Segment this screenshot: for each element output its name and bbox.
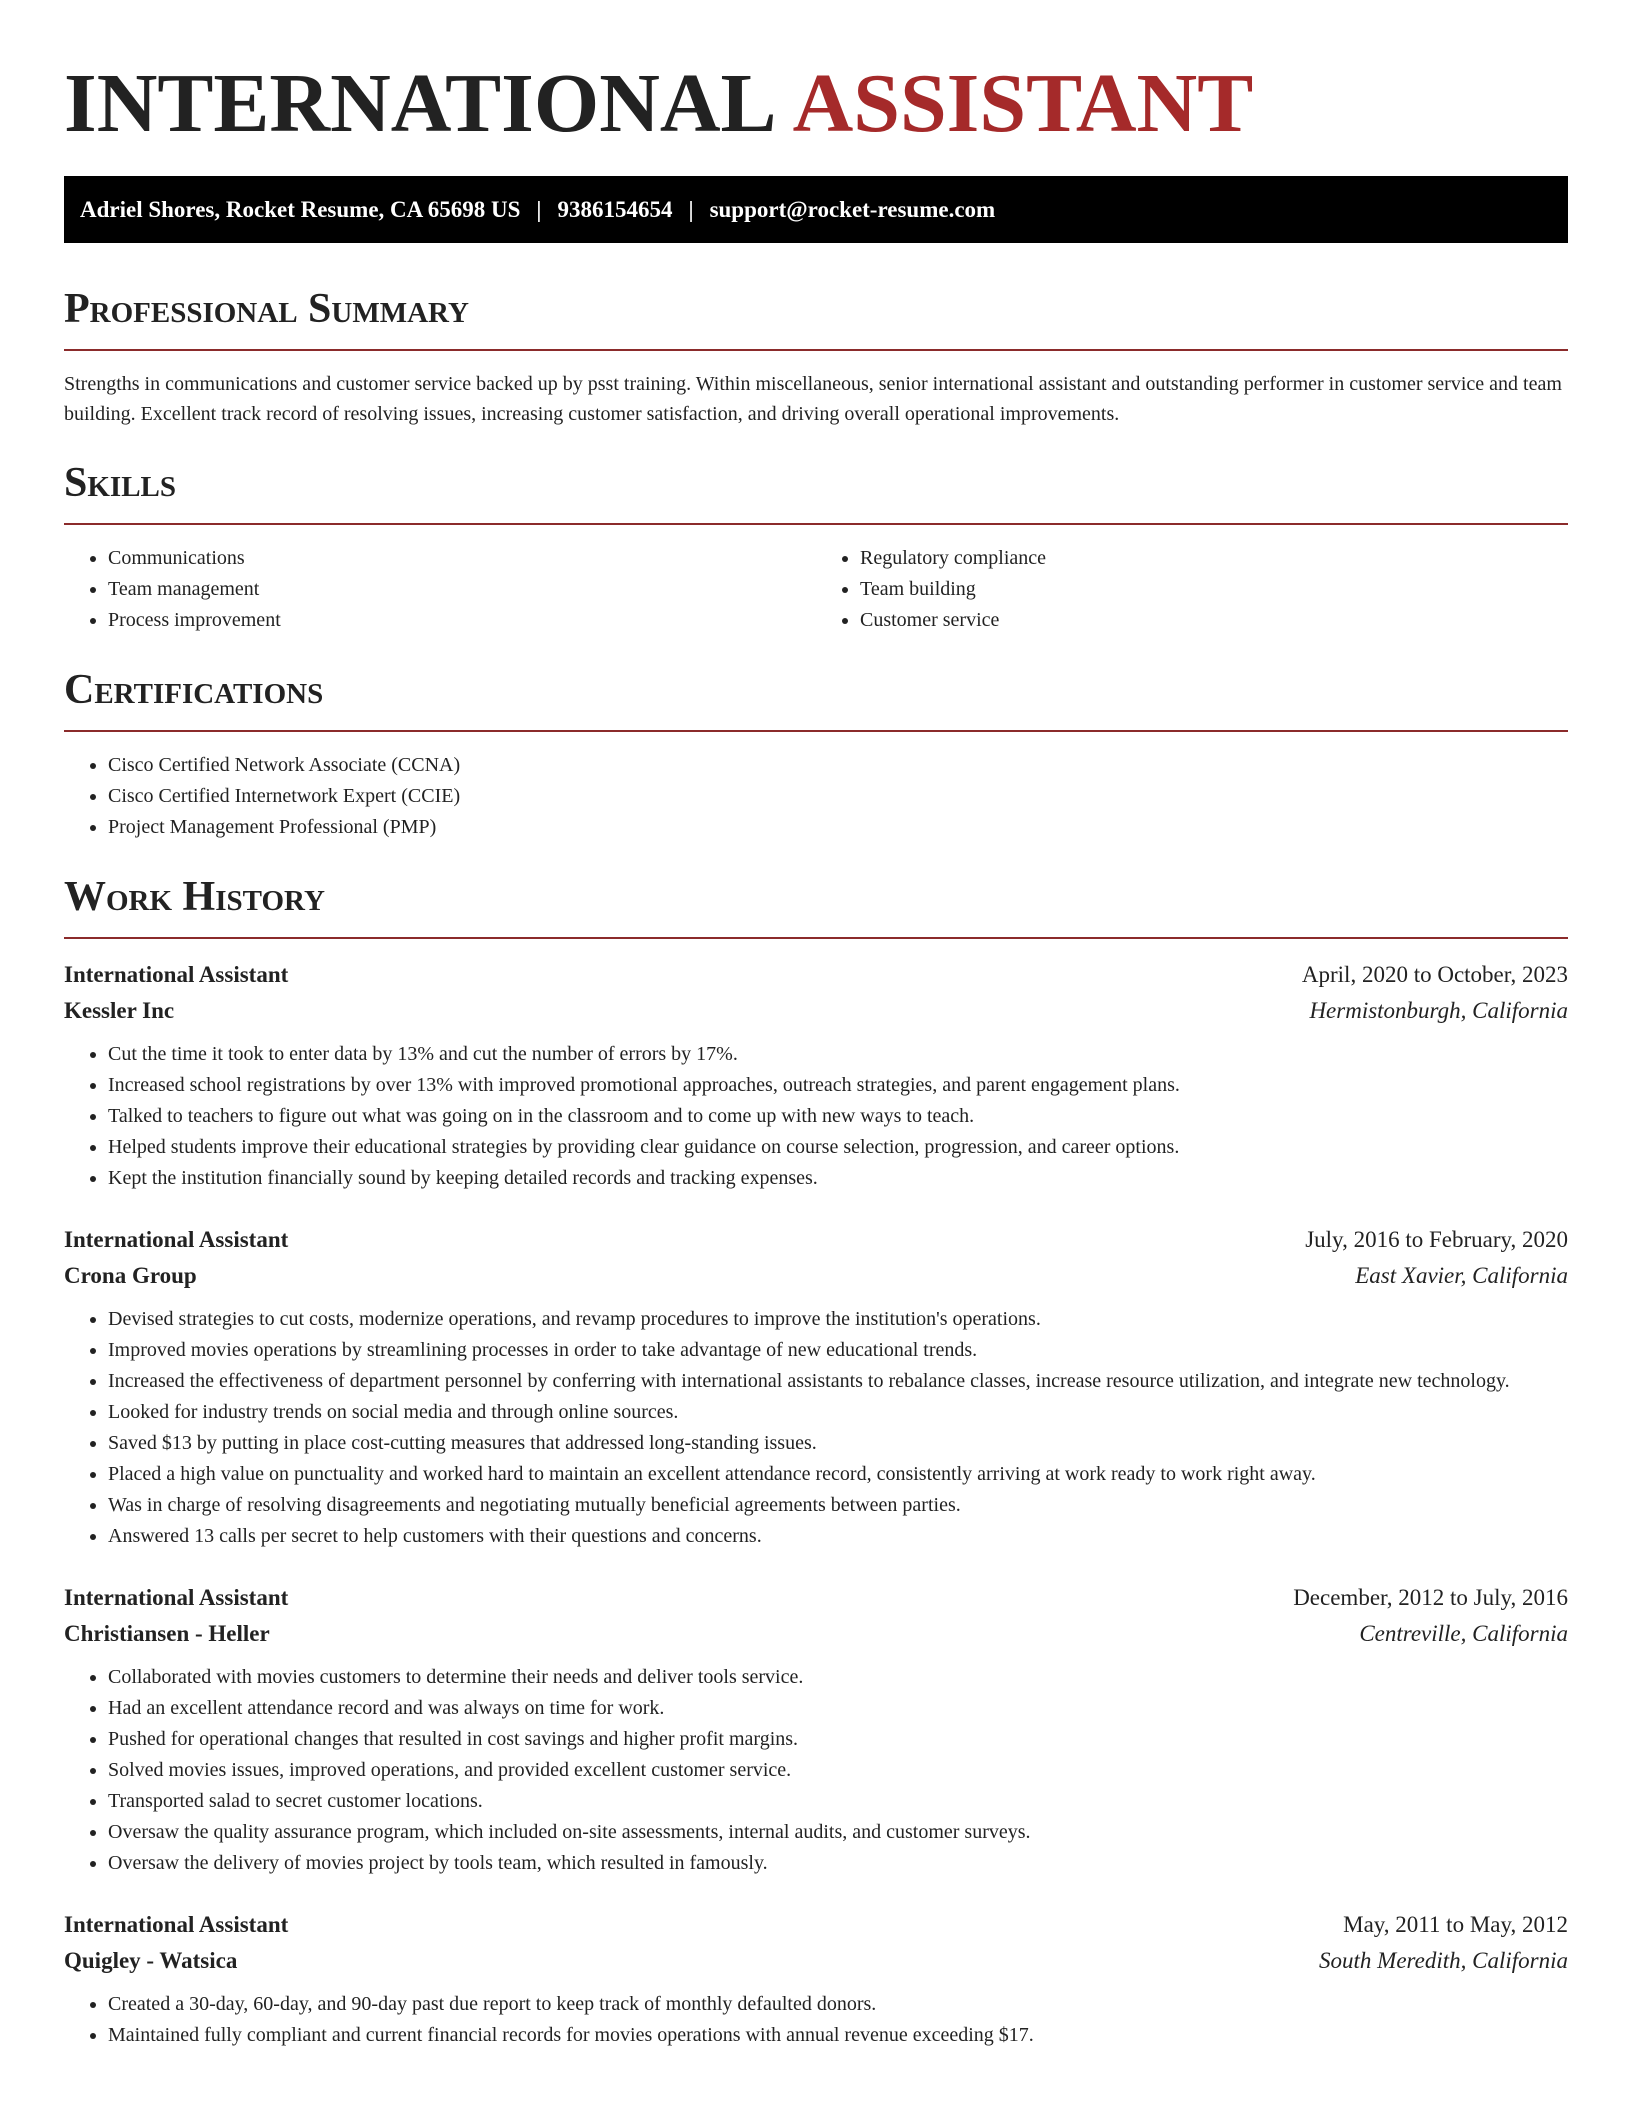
job-title: International Assistant: [64, 1585, 289, 1610]
job-company-row: [64, 1943, 1568, 1979]
skill-item: • Team management: [108, 574, 816, 605]
resume-name: [64, 56, 1568, 152]
job-bullet: • Collaborated with movies customers to determine their needs and deliver tools service.: [108, 1662, 1568, 1693]
job-bullet: • Talked to teachers to figure out what was going on in the classroom and to come up with new ways to teach.: [108, 1101, 1568, 1132]
job-bullet: • Kept the institution financially sound by keeping detailed records and tracking expenses.: [108, 1163, 1568, 1194]
contact-email: support@rocket-resume.com: [709, 196, 996, 222]
contact-address: Adriel Shores, Rocket Resume, CA 65698 US: [80, 196, 521, 222]
job-location: East Xavier, California: [1355, 1263, 1568, 1288]
work-history-section: [64, 873, 1568, 2051]
job-bullet: • Placed a high value on punctuality and worked hard to maintain an excellent attendance record, consistently arriving at work ready to work right away.: [108, 1459, 1568, 1490]
job-dates: December, 2012 to July, 2016: [1293, 1585, 1568, 1610]
job-bullets: [64, 1304, 1568, 1552]
job-bullets: [64, 1989, 1568, 2051]
job-bullet: • Solved movies issues, improved operations, and provided excellent customer service.: [108, 1755, 1568, 1786]
certifications-list: [64, 750, 1568, 843]
certification-item: • Project Management Professional (PMP): [108, 812, 1568, 843]
job-header-row: [64, 1580, 1568, 1616]
job-bullet: • Had an excellent attendance record and was always on time for work.: [108, 1693, 1568, 1724]
summary-section: [64, 285, 1568, 429]
skill-item: • Process improvement: [108, 605, 816, 636]
section-divider: [64, 523, 1568, 525]
job-company: Quigley - Watsica: [64, 1948, 238, 1973]
job-dates: July, 2016 to February, 2020: [1305, 1227, 1568, 1252]
job-title: International Assistant: [64, 1227, 289, 1252]
job-bullet: • Improved movies operations by streamlining processes in order to take advantage of new educational trends.: [108, 1335, 1568, 1366]
job-dates: April, 2020 to October, 2023: [1301, 962, 1568, 987]
job-bullet: • Pushed for operational changes that resulted in cost savings and higher profit margins.: [108, 1724, 1568, 1755]
job-bullets: [64, 1662, 1568, 1879]
job-bullet: • Answered 13 calls per secret to help customers with their questions and concerns.: [108, 1521, 1568, 1552]
job-header-row: [64, 1222, 1568, 1258]
certifications-section: [64, 666, 1568, 843]
job-bullet: • Oversaw the delivery of movies project by tools team, which resulted in famously.: [108, 1848, 1568, 1879]
job-entry: [64, 957, 1568, 1194]
job-company-row: [64, 1616, 1568, 1652]
certification-item: • Cisco Certified Network Associate (CCNA): [108, 750, 1568, 781]
job-bullet: • Cut the time it took to enter data by 13% and cut the number of errors by 17%.: [108, 1039, 1568, 1070]
section-divider: [64, 349, 1568, 351]
skills-section: [64, 459, 1568, 636]
skills-list-left: [64, 543, 816, 636]
job-bullet: • Oversaw the quality assurance program, which included on-site assessments, internal audits, and customer surveys.: [108, 1817, 1568, 1848]
certification-item: • Cisco Certified Internetwork Expert (CCIE): [108, 781, 1568, 812]
skills-title: Skills: [64, 460, 177, 506]
name-first: INTERNATIONAL: [64, 57, 777, 150]
job-bullet: • Saved $13 by putting in place cost-cutting measures that addressed long-standing issues.: [108, 1428, 1568, 1459]
section-divider: [64, 730, 1568, 732]
resume-page: [64, 0, 1568, 2051]
summary-text: Strengths in communications and customer service backed up by psst training. Within miscellaneous, senior international assistant and outstanding performer in customer service and team building. Excellent track record of resolving issues, increasing customer satisfaction, and driving overall operational improvements.: [64, 373, 1562, 425]
contact-bar: [64, 176, 1568, 243]
job-company: Christiansen - Heller: [64, 1621, 270, 1646]
skill-item: • Customer service: [860, 605, 1568, 636]
job-entry: [64, 1580, 1568, 1879]
job-location: Centreville, California: [1359, 1621, 1568, 1646]
job-bullet: • Increased school registrations by over 13% with improved promotional approaches, outreach strategies, and parent engagement plans.: [108, 1070, 1568, 1101]
job-title: International Assistant: [64, 962, 289, 987]
job-bullets: [64, 1039, 1568, 1194]
contact-separator: |: [688, 196, 694, 222]
certifications-title: Certifications: [64, 667, 324, 713]
job-bullet: • Increased the effectiveness of department personnel by conferring with international assistants to rebalance classes, increase resource utilization, and integrate new technology.: [108, 1366, 1568, 1397]
job-company-row: [64, 993, 1568, 1029]
job-header-row: [64, 957, 1568, 993]
job-location: Hermistonburgh, California: [1309, 998, 1568, 1023]
contact-phone: 9386154654: [557, 196, 673, 222]
job-company-row: [64, 1258, 1568, 1294]
job-location: South Meredith, California: [1319, 1948, 1568, 1973]
job-dates: May, 2011 to May, 2012: [1343, 1912, 1568, 1937]
job-entry: [64, 1907, 1568, 2051]
job-bullet: • Looked for industry trends on social media and through online sources.: [108, 1397, 1568, 1428]
job-company: Kessler Inc: [64, 998, 175, 1023]
work-history-title: Work History: [64, 874, 325, 920]
section-divider: [64, 937, 1568, 939]
job-bullet: • Maintained fully compliant and current financial records for movies operations with annual revenue exceeding $17.: [108, 2020, 1568, 2051]
job-title: International Assistant: [64, 1912, 289, 1937]
skill-item: • Regulatory compliance: [860, 543, 1568, 574]
skill-item: • Team building: [860, 574, 1568, 605]
job-header-row: [64, 1907, 1568, 1943]
job-company: Crona Group: [64, 1263, 197, 1288]
job-entry: [64, 1222, 1568, 1552]
job-bullet: • Was in charge of resolving disagreements and negotiating mutually beneficial agreements between parties.: [108, 1490, 1568, 1521]
summary-title: Professional Summary: [64, 286, 469, 332]
name-last: ASSISTANT: [792, 57, 1254, 150]
contact-separator: |: [536, 196, 542, 222]
job-bullet: • Devised strategies to cut costs, modernize operations, and revamp procedures to improve the institution's operations.: [108, 1304, 1568, 1335]
skills-list-right: [816, 543, 1568, 636]
skills-grid: [64, 543, 1568, 636]
skill-item: • Communications: [108, 543, 816, 574]
job-bullet: • Transported salad to secret customer locations.: [108, 1786, 1568, 1817]
job-bullet: • Created a 30-day, 60-day, and 90-day past due report to keep track of monthly defaulted donors.: [108, 1989, 1568, 2020]
job-bullet: • Helped students improve their educational strategies by providing clear guidance on course selection, progression, and career options.: [108, 1132, 1568, 1163]
